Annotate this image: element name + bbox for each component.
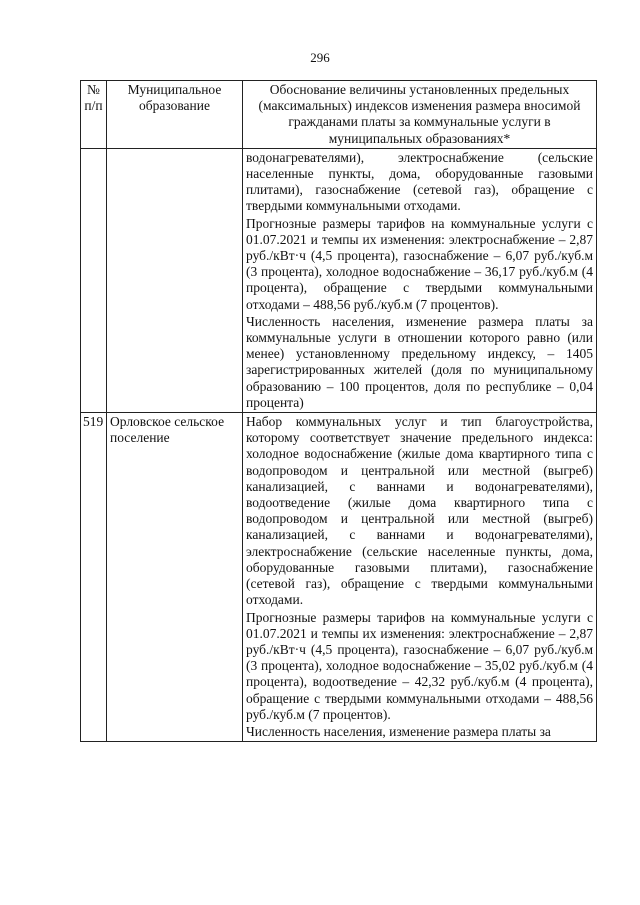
justification-paragraph: Прогнозные размеры тарифов на коммунальные услуги с 01.07.2021 и темпы их изменения: электроснабжение – 2,87 руб./кВт·ч (4,5 процента), газоснабжение – 6,07 руб./куб.м (3 процента), холодное водоснабжение – 36,17 руб./куб.м (4 процента), обращение с твердыми коммунальными отходами – 488,56 руб./куб.м (7 процентов). xyxy=(246,215,593,312)
header-justification: Обоснование величины установленных предельных (максимальных) индексов изменения размера вносимой гражданами платы за коммунальные услуги в муниципальных образованиях* xyxy=(243,81,597,149)
header-num: № п/п xyxy=(81,81,107,149)
table-header-row xyxy=(81,81,597,149)
table-row xyxy=(81,148,597,412)
row-justification xyxy=(243,148,597,412)
header-municipality: Муниципальное образование xyxy=(107,81,243,149)
justification-paragraph: Набор коммунальных услуг и тип благоустройства, которому соответствует значение предельного индекса: холодное водоснабжение (жилые дома квартирного типа с водопроводом и центральной или местной (выгреб) канализацией, с ваннами и водонагревателями), водоотведение (жилые дома квартирного типа с водопроводом и центральной или местной (выгреб) канализацией, с ваннами и водонагревателями), электроснабжение (сельские населенные пункты, дома, оборудованные газовыми плитами), газоснабжение (сетевой газ), обращение с твердыми коммунальными отходами. xyxy=(246,414,593,608)
justification-paragraph: Численность населения, изменение размера платы за xyxy=(246,723,551,739)
justification-paragraph: водонагревателями), электроснабжение (сельские населенные пункты, дома, оборудованные газовыми плитами), газоснабжение (сетевой газ), обращение с твердыми коммунальными отходами. xyxy=(246,149,593,214)
justification-paragraph: Численность населения, изменение размера платы за коммунальные услуги в отношении которого равно (или менее) установленному предельному индексу, – 1405 зарегистрированных жителей (доля по муниципальному образованию – 100 процентов, доля по республике – 0,04 процента) xyxy=(246,313,593,410)
page-number: 296 xyxy=(310,50,330,65)
row-justification xyxy=(243,413,597,742)
row-num xyxy=(81,148,107,412)
justification-paragraph: Прогнозные размеры тарифов на коммунальные услуги с 01.07.2021 и темпы их изменения: электроснабжение – 2,87 руб./кВт·ч (4,5 процента), газоснабжение – 6,07 руб./куб.м (3 процента), холодное водоснабжение – 35,02 руб./куб.м (4 процента), водоотведение – 42,32 руб./куб.м (4 процента), обращение с твердыми коммунальными отходами – 488,56 руб./куб.м (7 процентов). xyxy=(246,609,593,722)
tariff-justification-table xyxy=(80,80,597,742)
row-municipality xyxy=(107,148,243,412)
table-row xyxy=(81,413,597,742)
row-num: 519 xyxy=(81,413,107,742)
row-municipality: Орловское сельское поселение xyxy=(107,413,243,742)
